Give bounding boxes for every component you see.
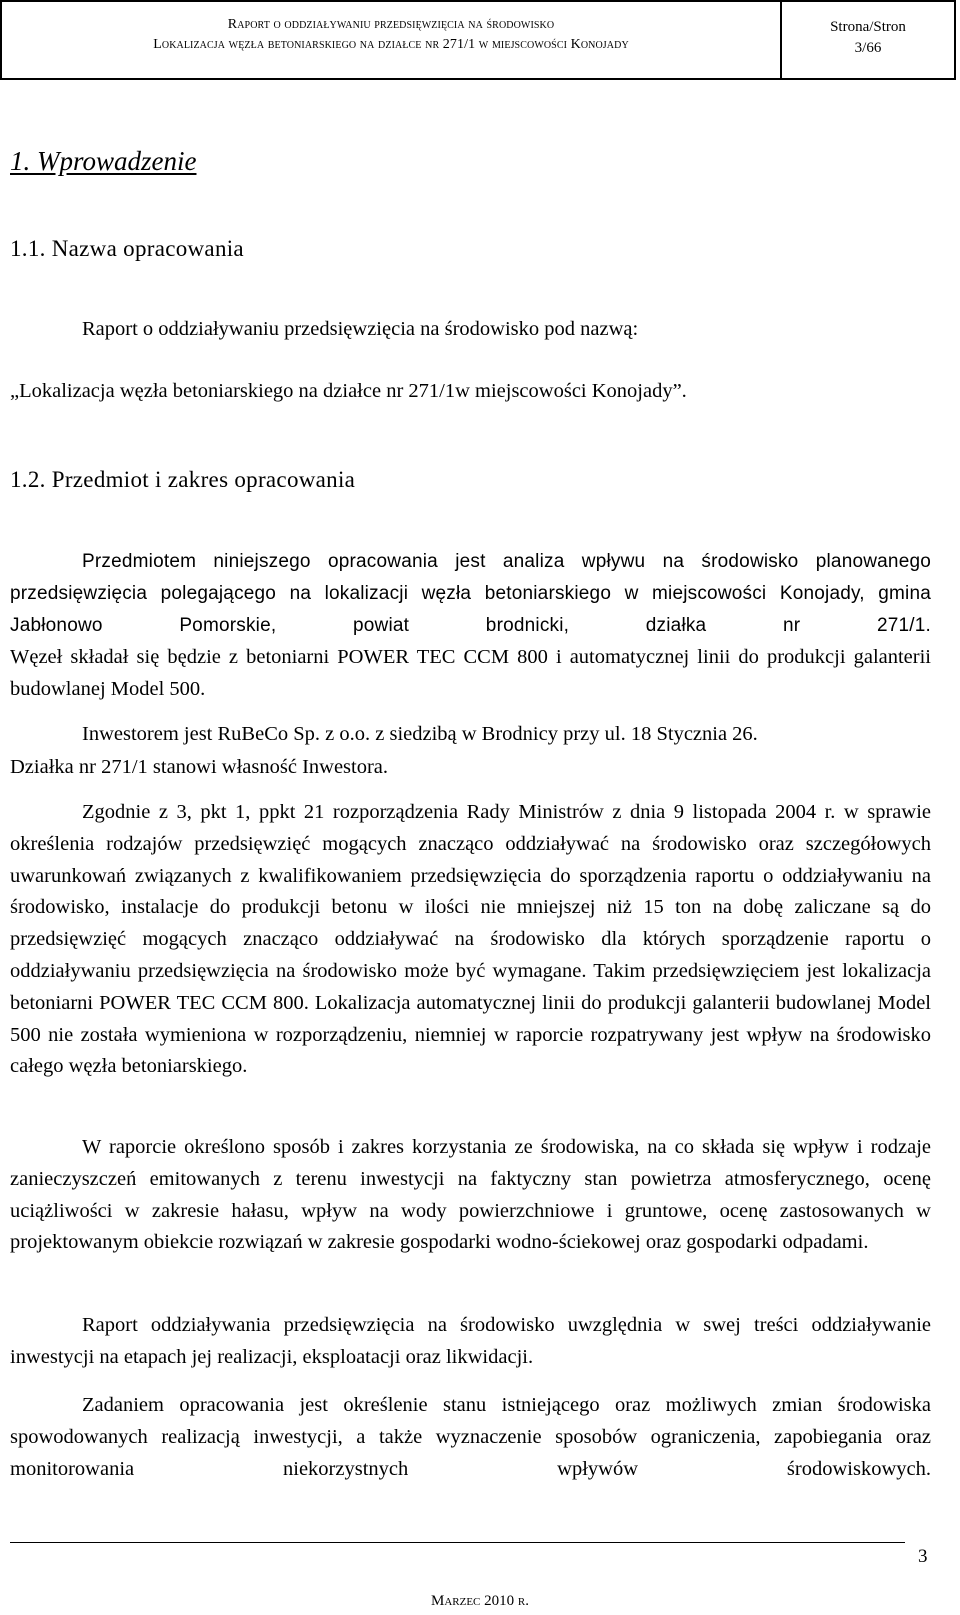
header-page-block <box>782 2 954 78</box>
paragraph-subject: Przedmiotem niniejszego opracowania jest analiza wpływu na środowisko planowanego przedsięwzięcia polegającego na lokalizacji węzła betoniarskiego w miejscowości Konojady, gmina Jabłonowo Pomorskie, powiat brodnicki, działka nr 271/1. <box>10 551 931 636</box>
header-title-line2: Lokalizacja węzła betoniarskiego na działce nr 271/1 w miejscowości Konojady <box>153 37 629 52</box>
header-page-label: Strona/Stron <box>830 19 906 35</box>
paragraph-plot-ownership: Działka nr 271/1 stanowi własność Inwestora. <box>10 756 389 778</box>
footer-date: Marzec 2010 r. <box>431 1593 529 1609</box>
name-line-2: „Lokalizacja węzła betoniarskiego na działce nr 271/1w miejscowości Konojady”. <box>10 380 687 402</box>
paragraph-investor: Inwestorem jest RuBeCo Sp. z o.o. z siedzibą w Brodnicy przy ul. 18 Stycznia 26. <box>82 723 758 745</box>
section-heading-1: 1. Wprowadzenie <box>10 146 197 176</box>
paragraph-stages: Raport oddziaływania przedsięwzięcia na środowisko uwzględnia w swej treści oddziaływanie inwestycji na etapach jej realizacji, eksploatacji oraz likwidacji. <box>10 1314 931 1368</box>
header-page-value: 3/66 <box>854 40 882 56</box>
paragraph-node-description: Węzeł składał się będzie z betoniarni POWER TEC CCM 800 i automatycznej linii do produkcji galanterii budowlanej Model 500. <box>10 646 931 700</box>
section-heading-1-2: 1.2. Przedmiot i zakres opracowania <box>10 467 356 492</box>
footer-page-number: 3 <box>918 1546 928 1567</box>
footer-rule <box>10 1542 905 1543</box>
paragraph-scope: W raporcie określono sposób i zakres korzystania ze środowiska, na co składa się wpływ i rodzaje zanieczyszczeń emitowanych z terenu inwestycji na faktyczny stan powietrza atmosferycznego, ocenę uciążliwości w zakresie hałasu, wpływ na wody powierzchniowe i gruntowe, ocenę zastosowanych w projektowanym obiekcie rozwiązań w zakresie gospodarki wodno-ściekowej oraz gospodarki odpadami. <box>10 1136 931 1254</box>
header-title-block <box>2 2 782 78</box>
paragraph-regulation: Zgodnie z 3, pkt 1, ppkt 21 rozporządzenia Rady Ministrów z dnia 9 listopada 2004 r. w sprawie określenia rodzajów przedsięwzięć mogących znacząco oddziaływać na środowisko oraz szczegółowych uwarunkowań związanych z kwalifikowaniem przedsięwzięcia do sporządzenia raportu o oddziaływaniu na środowisko, instalacje do produkcji betonu w ilości nie mniejszej niż 15 ton na dobę zaliczane są do przedsięwzięć mogących znacząco oddziaływać na środowisko dla których sporządzenie raportu o oddziaływaniu przedsięwzięcia na środowisko może być wymagane. Takim przedsięwzięciem jest lokalizacja betoniarni POWER TEC CCM 800. Lokalizacja automatycznej linii do produkcji galanterii budowlanej Model 500 nie została wymieniona w rozporządzeniu, niemniej w raporcie rozpatrywany jest wpływ na środowisko całego węzła betoniarskiego. <box>10 801 931 1078</box>
name-line-1: Raport o oddziaływaniu przedsięwzięcia na środowisko pod nazwą: <box>82 318 639 340</box>
header-title-line1: Raport o oddziaływaniu przedsięwzięcia na środowisko <box>227 17 555 32</box>
paragraph-task: Zadaniem opracowania jest określenie stanu istniejącego oraz możliwych zmian środowiska spowodowanych realizacją inwestycji, a także wyznaczenie sposobów ograniczenia, zapobiegania oraz monitorowania niekorzystnych wpływów środowiskowych. <box>10 1394 931 1480</box>
section-heading-1-1: 1.1. Nazwa opracowania <box>10 236 244 261</box>
running-header <box>0 0 956 80</box>
